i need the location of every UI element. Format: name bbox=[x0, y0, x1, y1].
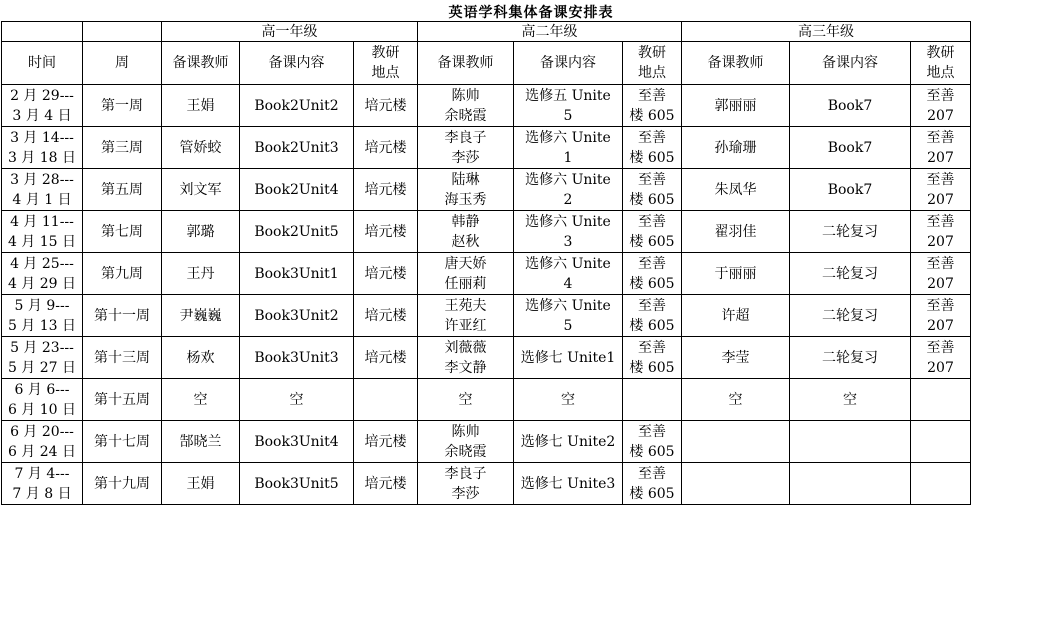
cell-line: 至善 bbox=[926, 297, 955, 314]
cell-g1-content: Book3Unit5 bbox=[240, 463, 354, 505]
document-title: 英语学科集体备课安排表 bbox=[448, 5, 614, 21]
cell-line: 5 月 9--- bbox=[14, 297, 70, 314]
cell-g2-content bbox=[514, 169, 623, 211]
cell-g1-location: 培元楼 bbox=[354, 253, 418, 295]
cell-line: 6 月 6--- bbox=[14, 381, 70, 398]
cell-line: 李良子 bbox=[444, 129, 487, 146]
cell-week: 第十三周 bbox=[83, 337, 162, 379]
cell-g3-location bbox=[911, 421, 971, 463]
header-line: 地点 bbox=[638, 65, 666, 81]
cell-time bbox=[2, 85, 83, 127]
cell-g2-content bbox=[514, 379, 623, 421]
cell-line: 李良子 bbox=[444, 465, 487, 482]
cell-line: 至善 bbox=[638, 465, 666, 482]
grade-header-g3: 高三年级 bbox=[682, 22, 971, 42]
cell-time bbox=[2, 421, 83, 463]
cell-line: 2 bbox=[563, 191, 573, 208]
grade-header-g2: 高二年级 bbox=[418, 22, 682, 42]
cell-line: 余晓霞 bbox=[444, 443, 487, 460]
column-header-time: 时间 bbox=[2, 42, 83, 85]
cell-g1-teacher: 郭璐 bbox=[162, 211, 240, 253]
table-row bbox=[2, 85, 971, 127]
column-header-g1-content: 备课内容 bbox=[240, 42, 354, 85]
cell-g2-location bbox=[623, 253, 682, 295]
cell-week: 第十九周 bbox=[83, 463, 162, 505]
cell-g2-teachers bbox=[418, 421, 514, 463]
cell-g3-content bbox=[790, 463, 911, 505]
cell-g3-location bbox=[911, 463, 971, 505]
cell-line: 至善 bbox=[638, 297, 666, 314]
cell-week: 第十一周 bbox=[83, 295, 162, 337]
cell-g1-teacher: 空 bbox=[162, 379, 240, 421]
cell-line: 7 月 4--- bbox=[14, 465, 70, 482]
cell-g3-content: 二轮复习 bbox=[790, 337, 911, 379]
cell-line: 3 bbox=[563, 233, 573, 250]
cell-g3-location bbox=[911, 337, 971, 379]
cell-time bbox=[2, 169, 83, 211]
cell-g1-teacher: 王娟 bbox=[162, 85, 240, 127]
cell-week: 第一周 bbox=[83, 85, 162, 127]
cell-line: 至善 bbox=[638, 255, 666, 272]
cell-g1-content: Book3Unit3 bbox=[240, 337, 354, 379]
cell-g2-teachers bbox=[418, 295, 514, 337]
cell-g2-content bbox=[514, 85, 623, 127]
table-row bbox=[2, 421, 971, 463]
cell-g2-teachers bbox=[418, 463, 514, 505]
blank-header-cell bbox=[2, 22, 83, 42]
header-line: 地点 bbox=[371, 65, 400, 81]
cell-g2-teachers bbox=[418, 253, 514, 295]
cell-line: 6 月 10 日 bbox=[7, 401, 77, 418]
cell-g1-content: 空 bbox=[240, 379, 354, 421]
cell-g1-location: 培元楼 bbox=[354, 211, 418, 253]
cell-g3-location bbox=[911, 379, 971, 421]
cell-g3-location bbox=[911, 127, 971, 169]
cell-g3-location bbox=[911, 295, 971, 337]
cell-line: 5 月 27 日 bbox=[7, 359, 77, 376]
table-row bbox=[2, 337, 971, 379]
cell-line: 至善 bbox=[638, 213, 666, 230]
cell-line: 选修六 Unite bbox=[525, 255, 611, 272]
table-row bbox=[2, 127, 971, 169]
cell-time bbox=[2, 127, 83, 169]
cell-g2-content bbox=[514, 337, 623, 379]
cell-line: 5 月 23--- bbox=[10, 339, 74, 356]
cell-line: 选修六 Unite bbox=[525, 297, 611, 314]
cell-line: 至善 bbox=[638, 171, 666, 188]
cell-g3-content: Book7 bbox=[790, 127, 911, 169]
cell-line: 4 月 15 日 bbox=[7, 233, 77, 250]
cell-g3-teacher: 于丽丽 bbox=[682, 253, 790, 295]
cell-line: 207 bbox=[927, 191, 954, 208]
cell-g2-teachers bbox=[418, 169, 514, 211]
cell-line: 207 bbox=[927, 275, 954, 292]
cell-line: 5 月 13 日 bbox=[7, 317, 77, 334]
cell-line: 楼 605 bbox=[629, 359, 675, 376]
cell-line: 至善 bbox=[638, 423, 666, 440]
cell-line: 207 bbox=[927, 317, 954, 334]
cell-line: 陈帅 bbox=[451, 423, 480, 440]
cell-g3-teacher: 空 bbox=[682, 379, 790, 421]
cell-g3-location bbox=[911, 211, 971, 253]
cell-g2-content bbox=[514, 211, 623, 253]
cell-g2-content bbox=[514, 463, 623, 505]
cell-line: 楼 605 bbox=[629, 233, 675, 250]
cell-g3-content bbox=[790, 421, 911, 463]
cell-g1-content: Book2Unit4 bbox=[240, 169, 354, 211]
table-row bbox=[2, 253, 971, 295]
cell-line: 楼 605 bbox=[629, 107, 675, 124]
column-header-g3-content: 备课内容 bbox=[790, 42, 911, 85]
cell-g3-content: 二轮复习 bbox=[790, 211, 911, 253]
cell-line: 选修六 Unite bbox=[525, 213, 611, 230]
cell-line: 空 bbox=[458, 391, 473, 408]
cell-time bbox=[2, 463, 83, 505]
cell-g2-location bbox=[623, 295, 682, 337]
cell-g2-content bbox=[514, 127, 623, 169]
column-header-row bbox=[2, 42, 971, 85]
cell-g2-teachers bbox=[418, 337, 514, 379]
column-header-g3-teacher: 备课教师 bbox=[682, 42, 790, 85]
table-row bbox=[2, 295, 971, 337]
cell-line: 唐天娇 bbox=[444, 255, 487, 272]
cell-g2-location bbox=[623, 169, 682, 211]
cell-week: 第九周 bbox=[83, 253, 162, 295]
table-row bbox=[2, 463, 971, 505]
cell-g2-location bbox=[623, 379, 682, 421]
cell-g3-teacher: 翟羽佳 bbox=[682, 211, 790, 253]
cell-time bbox=[2, 253, 83, 295]
cell-line: 4 bbox=[563, 275, 573, 292]
cell-g2-teachers bbox=[418, 127, 514, 169]
header-line: 地点 bbox=[926, 65, 955, 81]
cell-g1-location: 培元楼 bbox=[354, 421, 418, 463]
cell-g2-content bbox=[514, 253, 623, 295]
cell-g1-content: Book3Unit4 bbox=[240, 421, 354, 463]
column-header-g1-teacher: 备课教师 bbox=[162, 42, 240, 85]
cell-line: 4 月 1 日 bbox=[12, 191, 72, 208]
cell-line: 刘薇薇 bbox=[444, 339, 487, 356]
cell-week: 第十五周 bbox=[83, 379, 162, 421]
cell-g3-teacher: 李莹 bbox=[682, 337, 790, 379]
cell-line: 6 月 20--- bbox=[10, 423, 74, 440]
header-line: 教研 bbox=[371, 45, 400, 61]
cell-g1-location: 培元楼 bbox=[354, 169, 418, 211]
table-row bbox=[2, 211, 971, 253]
cell-line: 余晓霞 bbox=[444, 107, 487, 124]
cell-g1-location bbox=[354, 379, 418, 421]
cell-week: 第七周 bbox=[83, 211, 162, 253]
cell-g2-teachers bbox=[418, 211, 514, 253]
cell-line: 至善 bbox=[926, 87, 955, 104]
cell-g1-teacher: 王娟 bbox=[162, 463, 240, 505]
cell-line: 陆琳 bbox=[451, 171, 480, 188]
cell-line: 4 月 25--- bbox=[10, 255, 74, 272]
column-header-g2-content: 备课内容 bbox=[514, 42, 623, 85]
column-header-g3-location bbox=[911, 42, 971, 85]
cell-time bbox=[2, 337, 83, 379]
grade-header-row bbox=[2, 22, 971, 42]
cell-line: 陈帅 bbox=[451, 87, 480, 104]
cell-g1-content: Book2Unit5 bbox=[240, 211, 354, 253]
cell-line: 许亚红 bbox=[444, 317, 487, 334]
cell-g1-teacher: 管娇蛟 bbox=[162, 127, 240, 169]
cell-line: 1 bbox=[563, 149, 573, 166]
cell-line: 207 bbox=[927, 149, 954, 166]
cell-line: 至善 bbox=[638, 87, 666, 104]
cell-line: 选修七 Unite1 bbox=[520, 349, 616, 366]
cell-g3-content: Book7 bbox=[790, 85, 911, 127]
column-header-week: 周 bbox=[83, 42, 162, 85]
column-header-g2-teacher: 备课教师 bbox=[418, 42, 514, 85]
cell-line: 4 月 29 日 bbox=[7, 275, 77, 292]
cell-line: 至善 bbox=[926, 171, 955, 188]
cell-g2-teachers bbox=[418, 379, 514, 421]
cell-line: 至善 bbox=[638, 129, 666, 146]
cell-line: 至善 bbox=[926, 213, 955, 230]
cell-g3-content: 二轮复习 bbox=[790, 253, 911, 295]
cell-g1-content: Book3Unit1 bbox=[240, 253, 354, 295]
cell-g3-teacher: 孙瑜珊 bbox=[682, 127, 790, 169]
cell-g1-location: 培元楼 bbox=[354, 337, 418, 379]
cell-g2-location bbox=[623, 421, 682, 463]
cell-line: 韩静 bbox=[451, 213, 480, 230]
cell-line: 选修六 Unite bbox=[525, 129, 611, 146]
cell-g1-teacher: 刘文军 bbox=[162, 169, 240, 211]
cell-week: 第三周 bbox=[83, 127, 162, 169]
cell-line: 3 月 4 日 bbox=[12, 107, 72, 124]
cell-g1-teacher: 郜晓兰 bbox=[162, 421, 240, 463]
cell-line: 3 月 28--- bbox=[10, 171, 74, 188]
cell-line: 李莎 bbox=[451, 149, 480, 166]
cell-line: 空 bbox=[561, 391, 575, 408]
cell-line: 5 bbox=[563, 107, 573, 124]
cell-line: 海玉秀 bbox=[444, 191, 487, 208]
column-header-g2-location bbox=[623, 42, 682, 85]
cell-g2-content bbox=[514, 295, 623, 337]
cell-line: 楼 605 bbox=[629, 485, 675, 502]
cell-line: 选修五 Unite bbox=[525, 87, 611, 104]
cell-line: 3 月 14--- bbox=[10, 129, 74, 146]
cell-line: 任丽莉 bbox=[444, 275, 487, 292]
cell-g1-teacher: 尹巍巍 bbox=[162, 295, 240, 337]
cell-line: 赵秋 bbox=[451, 233, 480, 250]
cell-g3-teacher: 郭丽丽 bbox=[682, 85, 790, 127]
cell-g2-content bbox=[514, 421, 623, 463]
column-header-g1-location bbox=[354, 42, 418, 85]
cell-line: 2 月 29--- bbox=[10, 87, 74, 104]
cell-line: 楼 605 bbox=[629, 149, 675, 166]
cell-g1-location: 培元楼 bbox=[354, 127, 418, 169]
cell-line: 选修六 Unite bbox=[525, 171, 611, 188]
cell-line: 选修七 Unite2 bbox=[520, 433, 616, 450]
cell-line: 至善 bbox=[638, 339, 666, 356]
cell-g3-location bbox=[911, 169, 971, 211]
cell-g2-location bbox=[623, 127, 682, 169]
table-row bbox=[2, 379, 971, 421]
cell-line: 4 月 11--- bbox=[10, 213, 74, 230]
cell-g3-content: 二轮复习 bbox=[790, 295, 911, 337]
cell-line: 至善 bbox=[926, 129, 955, 146]
cell-g3-content: 空 bbox=[790, 379, 911, 421]
header-line: 教研 bbox=[638, 45, 666, 61]
cell-line: 楼 605 bbox=[629, 443, 675, 460]
cell-line: 6 月 24 日 bbox=[7, 443, 77, 460]
cell-line: 楼 605 bbox=[629, 191, 675, 208]
cell-g3-content: Book7 bbox=[790, 169, 911, 211]
cell-g3-teacher: 许超 bbox=[682, 295, 790, 337]
table-row bbox=[2, 169, 971, 211]
cell-g1-teacher: 王丹 bbox=[162, 253, 240, 295]
grade-header-g1: 高一年级 bbox=[162, 22, 418, 42]
cell-g2-location bbox=[623, 463, 682, 505]
cell-line: 王苑夫 bbox=[444, 297, 487, 314]
cell-g1-location: 培元楼 bbox=[354, 85, 418, 127]
lesson-plan-schedule-table bbox=[1, 21, 971, 505]
cell-time bbox=[2, 295, 83, 337]
cell-g3-teacher bbox=[682, 463, 790, 505]
cell-g1-teacher: 杨欢 bbox=[162, 337, 240, 379]
cell-week: 第五周 bbox=[83, 169, 162, 211]
cell-g1-location: 培元楼 bbox=[354, 295, 418, 337]
cell-time bbox=[2, 211, 83, 253]
cell-g1-location: 培元楼 bbox=[354, 463, 418, 505]
cell-line: 李文静 bbox=[444, 359, 487, 376]
cell-line: 楼 605 bbox=[629, 275, 675, 292]
cell-g3-teacher bbox=[682, 421, 790, 463]
cell-g2-location bbox=[623, 85, 682, 127]
cell-g1-content: Book2Unit2 bbox=[240, 85, 354, 127]
cell-line: 选修七 Unite3 bbox=[520, 475, 616, 492]
cell-g1-content: Book2Unit3 bbox=[240, 127, 354, 169]
cell-line: 207 bbox=[927, 233, 954, 250]
cell-line: 楼 605 bbox=[629, 317, 675, 334]
cell-g3-location bbox=[911, 85, 971, 127]
cell-line: 至善 bbox=[926, 339, 955, 356]
cell-g3-location bbox=[911, 253, 971, 295]
cell-line: 3 月 18 日 bbox=[7, 149, 77, 166]
header-line: 教研 bbox=[926, 45, 955, 61]
blank-header-cell bbox=[83, 22, 162, 42]
cell-line: 7 月 8 日 bbox=[12, 485, 72, 502]
table-body bbox=[2, 22, 971, 505]
cell-line: 李莎 bbox=[451, 485, 480, 502]
cell-line: 至善 bbox=[926, 255, 955, 272]
cell-line: 5 bbox=[563, 317, 573, 334]
cell-g3-teacher: 朱凤华 bbox=[682, 169, 790, 211]
cell-g2-location bbox=[623, 337, 682, 379]
cell-line: 207 bbox=[927, 359, 954, 376]
cell-time bbox=[2, 379, 83, 421]
cell-line: 207 bbox=[927, 107, 954, 124]
cell-g2-location bbox=[623, 211, 682, 253]
cell-week: 第十七周 bbox=[83, 421, 162, 463]
cell-g1-content: Book3Unit2 bbox=[240, 295, 354, 337]
cell-g2-teachers bbox=[418, 85, 514, 127]
